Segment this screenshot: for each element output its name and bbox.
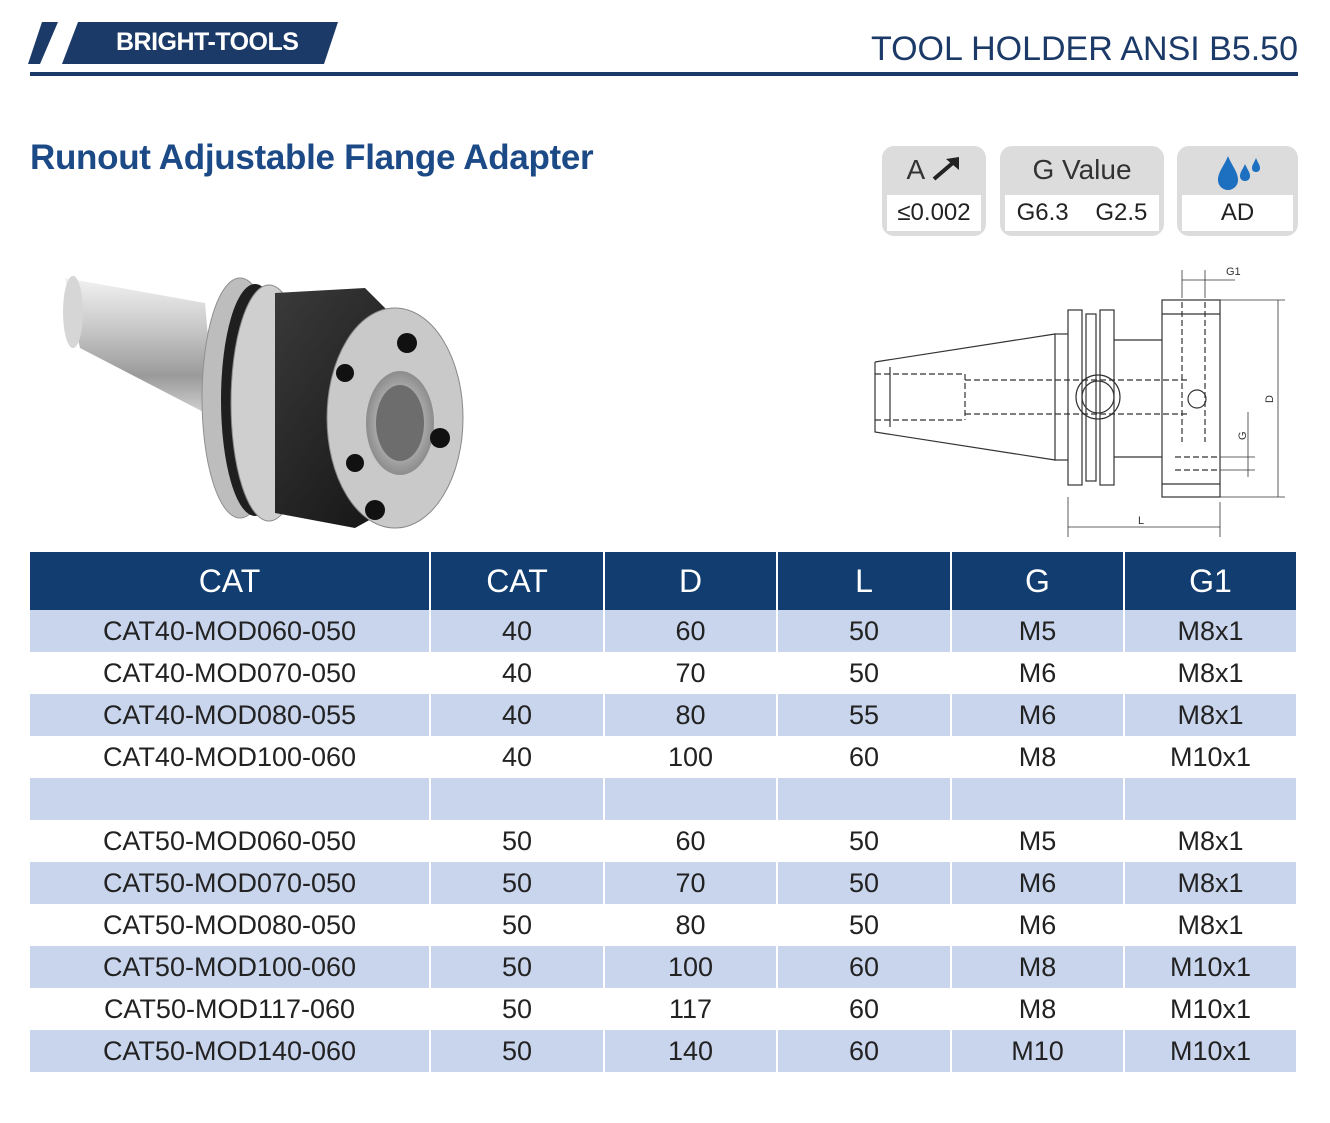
cell-g1	[1124, 778, 1296, 820]
coolant-value: AD	[1182, 195, 1293, 231]
drawing-label-g: G	[1237, 431, 1249, 440]
coolant-spec-badge	[1177, 146, 1298, 236]
cell-g: M5	[951, 820, 1124, 862]
gvalue-values	[1005, 195, 1159, 231]
technical-drawing	[860, 262, 1300, 537]
brand-name: BRIGHT-TOOLS	[116, 28, 299, 56]
cell-d: 70	[604, 652, 777, 694]
table-row	[30, 694, 1296, 736]
cell-model: CAT40-MOD060-050	[30, 610, 430, 652]
cell-d: 60	[604, 610, 777, 652]
cell-model: CAT40-MOD100-060	[30, 736, 430, 778]
cell-d: 100	[604, 946, 777, 988]
document-title: TOOL HOLDER ANSI B5.50	[870, 30, 1298, 68]
runout-label: A	[906, 154, 924, 185]
cell-g: M5	[951, 610, 1124, 652]
cell-g: M10	[951, 1030, 1124, 1072]
cell-cat: 40	[430, 652, 604, 694]
table-row	[30, 862, 1296, 904]
cell-g1: M10x1	[1124, 946, 1296, 988]
col-header-g: G	[951, 552, 1124, 610]
spec-table	[30, 552, 1296, 1072]
cell-cat: 50	[430, 820, 604, 862]
cell-d: 60	[604, 820, 777, 862]
runout-value: ≤0.002	[887, 195, 981, 231]
cell-model: CAT40-MOD070-050	[30, 652, 430, 694]
cell-cat: 50	[430, 988, 604, 1030]
cell-l: 50	[777, 862, 951, 904]
cell-model: CAT50-MOD080-050	[30, 904, 430, 946]
col-header-d: D	[604, 552, 777, 610]
cell-l: 50	[777, 652, 951, 694]
cell-g1: M8x1	[1124, 694, 1296, 736]
cell-g: M8	[951, 736, 1124, 778]
header-divider	[30, 72, 1298, 76]
cell-l: 60	[777, 988, 951, 1030]
gvalue-spec-badge	[1000, 146, 1164, 236]
gvalue-1: G6.3	[1016, 199, 1069, 226]
gvalue-label: G Value	[1032, 154, 1132, 185]
gvalue-2: G2.5	[1095, 199, 1148, 226]
drawing-label-l: L	[1138, 515, 1145, 527]
cell-g	[951, 778, 1124, 820]
col-header-model: CAT	[30, 552, 430, 610]
cell-cat: 50	[430, 1030, 604, 1072]
coolant-drops-icon	[1214, 154, 1262, 192]
cell-g1: M10x1	[1124, 736, 1296, 778]
cell-d: 100	[604, 736, 777, 778]
cell-g: M8	[951, 988, 1124, 1030]
cell-l	[777, 778, 951, 820]
cell-model: CAT50-MOD070-050	[30, 862, 430, 904]
drawing-label-d: D	[1264, 395, 1276, 403]
brand-logo	[28, 20, 338, 66]
table-row	[30, 988, 1296, 1030]
col-header-cat: CAT	[430, 552, 604, 610]
cell-g1: M8x1	[1124, 862, 1296, 904]
cell-d: 117	[604, 988, 777, 1030]
product-photo	[55, 248, 475, 538]
table-row	[30, 820, 1296, 862]
cell-g: M6	[951, 904, 1124, 946]
cell-d: 140	[604, 1030, 777, 1072]
table-row	[30, 610, 1296, 652]
cell-model: CAT50-MOD140-060	[30, 1030, 430, 1072]
cell-d: 70	[604, 862, 777, 904]
arrow-up-right-icon	[931, 156, 961, 182]
cell-cat: 40	[430, 736, 604, 778]
cell-l: 50	[777, 610, 951, 652]
cell-g: M6	[951, 862, 1124, 904]
cell-g1: M8x1	[1124, 652, 1296, 694]
cell-cat: 50	[430, 946, 604, 988]
table-row	[30, 652, 1296, 694]
cell-l: 55	[777, 694, 951, 736]
drawing-label-g1: G1	[1226, 266, 1241, 278]
cell-g1: M8x1	[1124, 820, 1296, 862]
table-row	[30, 1030, 1296, 1072]
cell-cat	[430, 778, 604, 820]
cell-d: 80	[604, 904, 777, 946]
runout-spec-badge	[882, 146, 986, 236]
cell-g1: M10x1	[1124, 1030, 1296, 1072]
cell-l: 60	[777, 946, 951, 988]
table-row-spacer	[30, 778, 1296, 820]
cell-l: 60	[777, 1030, 951, 1072]
runout-spec-header	[882, 154, 986, 192]
cell-g1: M8x1	[1124, 904, 1296, 946]
cell-l: 60	[777, 736, 951, 778]
cell-model	[30, 778, 430, 820]
cell-cat: 40	[430, 694, 604, 736]
cell-cat: 50	[430, 862, 604, 904]
cell-model: CAT40-MOD080-055	[30, 694, 430, 736]
cell-model: CAT50-MOD060-050	[30, 820, 430, 862]
cell-d: 80	[604, 694, 777, 736]
cell-d	[604, 778, 777, 820]
cell-l: 50	[777, 904, 951, 946]
cell-g1: M8x1	[1124, 610, 1296, 652]
cell-model: CAT50-MOD100-060	[30, 946, 430, 988]
cell-cat: 40	[430, 610, 604, 652]
cell-g: M6	[951, 652, 1124, 694]
col-header-l: L	[777, 552, 951, 610]
cell-model: CAT50-MOD117-060	[30, 988, 430, 1030]
cell-g: M6	[951, 694, 1124, 736]
cell-g1: M10x1	[1124, 988, 1296, 1030]
cell-g: M8	[951, 946, 1124, 988]
table-row	[30, 946, 1296, 988]
cell-cat: 50	[430, 904, 604, 946]
table-header-row	[30, 552, 1296, 610]
col-header-g1: G1	[1124, 552, 1296, 610]
product-title: Runout Adjustable Flange Adapter	[30, 138, 594, 177]
cell-l: 50	[777, 820, 951, 862]
table-row	[30, 904, 1296, 946]
table-row	[30, 736, 1296, 778]
